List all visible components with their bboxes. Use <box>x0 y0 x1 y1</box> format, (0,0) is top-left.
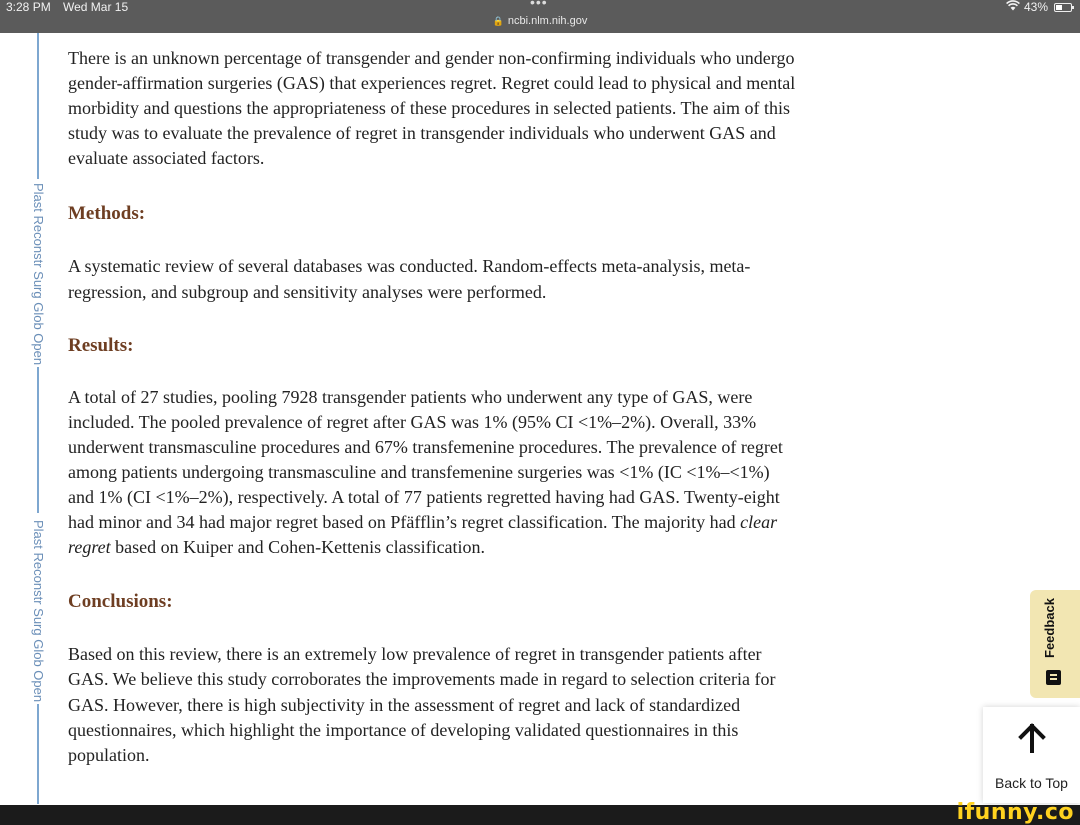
status-time: 3:28 PM <box>6 0 51 14</box>
battery-icon <box>1054 3 1072 12</box>
battery-percent: 43% <box>1023 0 1048 14</box>
status-bar <box>0 0 1080 33</box>
conclusions-heading: Conclusions: <box>68 591 173 613</box>
tab-overview-dots[interactable]: ••• <box>530 0 548 10</box>
bottom-bar <box>0 805 1080 825</box>
back-to-top-button[interactable] <box>983 707 1080 803</box>
results-heading: Results: <box>68 334 134 356</box>
abstract-background: There is an unknown percentage of transgender and gender non-confirming individuals who undergo gender-affirmation surgeries (GAS) that experiences regret. Regret could lead to physical and mental morbidity and questions the appropriateness of these procedures in selected patients. The aim of this study was to evaluate the prevalence of regret in transgender individuals who underwent GAS and evaluate associated factors. <box>68 48 796 169</box>
status-date: Wed Mar 15 <box>63 0 129 14</box>
journal-label: Plast Reconstr Surg Glob Open <box>31 520 46 703</box>
journal-divider-line <box>37 367 39 513</box>
battery-fill <box>1056 5 1062 10</box>
back-to-top-label: Back to Top <box>995 775 1068 791</box>
url-text: ncbi.nlm.nih.gov <box>507 15 588 27</box>
arrow-up-icon <box>983 723 1080 759</box>
journal-label: Plast Reconstr Surg Glob Open <box>31 183 46 366</box>
results-text-part: A total of 27 studies, pooling 7928 transgender patients who underwent any type of GAS, were included. The pooled prevalence of regret after GAS was 1% (95% CI <1%–2%). Overall, 33% underwent transmasculine procedures and 67% transfemenine procedures. The prevalence of regret among patients undergoing transmasculine and transfemenine surgeries was <1% (IC <1%–<1%) and 1% (CI <1%–2%), respectively. A total of 77 patients regretted having had GAS. Twenty-eight had minor and 34 had major regret based on Pfäfflin’s regret classification. The majority had <box>68 386 783 533</box>
results-text-part: based on Kuiper and Cohen-Kettenis classification. <box>110 537 486 558</box>
address-bar[interactable] <box>0 15 1080 27</box>
conclusions-text: Based on this review, there is an extremely low prevalence of regret in transgender patients after GAS. We believe this study corroborates the improvements made in regard to selection criteria for GAS. However, there is high subjectivity in the assessment of regret and lack of standardized questionnaires, which highlight the importance of developing validated questionnaires in this population. <box>68 644 776 765</box>
wifi-icon <box>1006 0 1020 14</box>
lock-icon: 🔒 <box>492 16 504 26</box>
feedback-icon <box>1046 670 1061 685</box>
feedback-tab[interactable] <box>1030 590 1080 698</box>
results-emphasis: clear regret <box>68 512 778 558</box>
article-abstract <box>68 46 798 768</box>
status-indicators <box>1006 0 1072 14</box>
journal-divider-line <box>37 704 39 804</box>
journal-divider-line <box>37 33 39 179</box>
methods-text: A systematic review of several databases was conducted. Random-effects meta-analysis, meta-regression, and subgroup and sensitivity analyses were performed. <box>68 256 751 302</box>
feedback-label: Feedback <box>1042 598 1057 658</box>
results-text <box>68 385 798 561</box>
watermark-logo: ifunny.co <box>956 800 1074 825</box>
methods-heading: Methods: <box>68 203 146 225</box>
